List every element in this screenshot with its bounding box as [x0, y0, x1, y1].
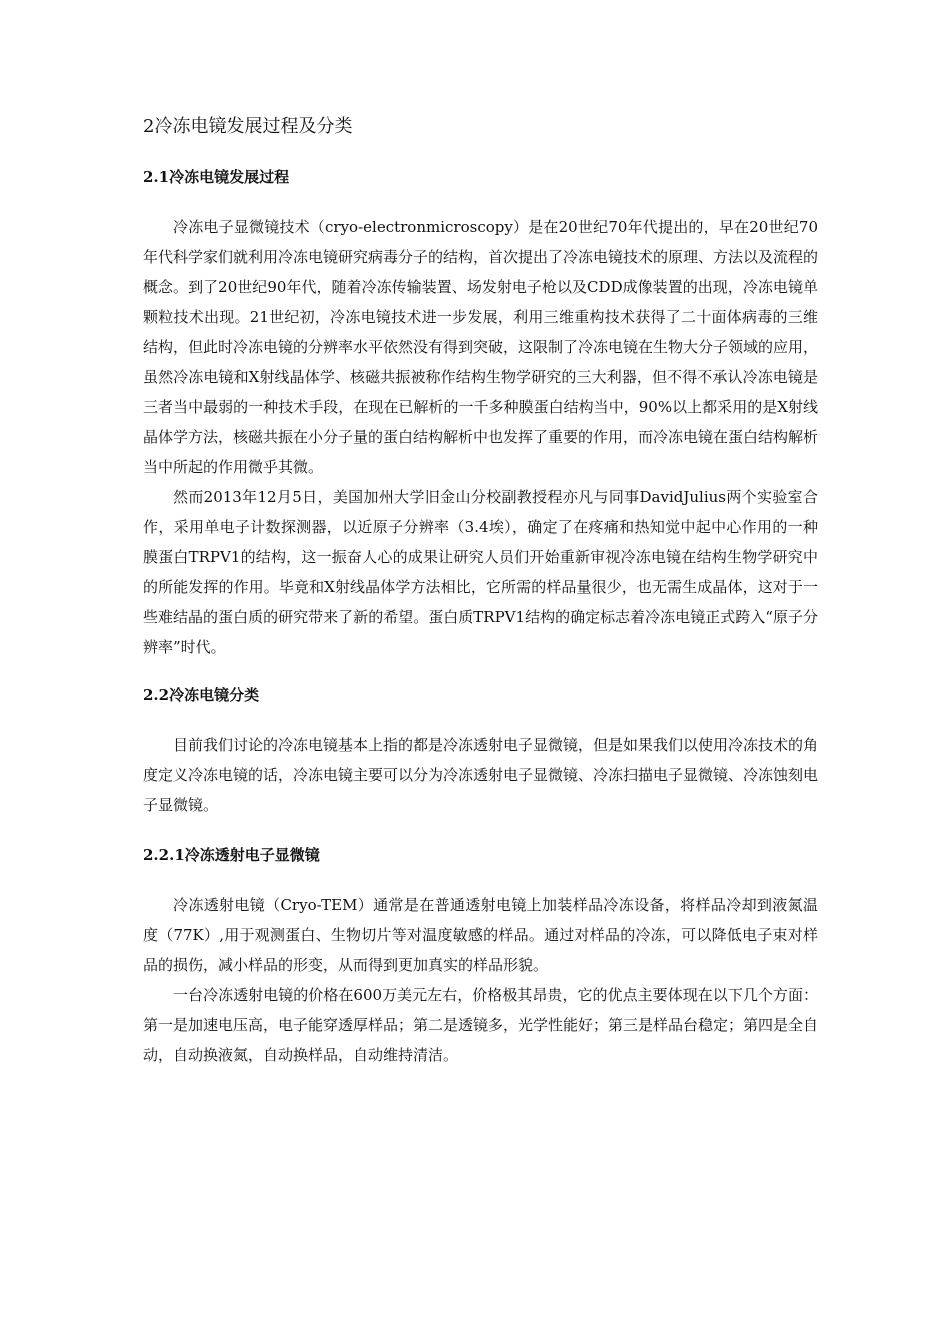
paragraph-2-2-1-a: 冷冻透射电镜（Cryo-TEM）通常是在普通透射电镜上加装样品冷冻设备，将样品冷却到液氮温度（77K）,用于观测蛋白、生物切片等对温度敏感的样品。通过对样品的冷冻，可以降低电子束对样品的损伤，减小样品的形变，从而得到更加真实的样品形貌。: [143, 896, 818, 974]
document-body: [143, 113, 818, 1070]
section-title: 2冷冻电镜发展过程及分类: [143, 116, 353, 137]
subsection-heading-2-2: 2.2冷冻电镜分类: [143, 686, 260, 704]
paragraph-2-1-a: 冷冻电子显微镜技术（cryo-electronmicroscopy）是在20世纪70年代提出的，早在20世纪70年代科学家们就利用冷冻电镜研究病毒分子的结构，首次提出了冷冻电镜技术的原理、方法以及流程的概念。到了20世纪90年代，随着冷冻传输装置、场发射电子枪以及CDD成像装置的出现，冷冻电镜单颗粒技术出现。21世纪初，冷冻电镜技术进一步发展，利用三维重构技术获得了二十面体病毒的三维结构，但此时冷冻电镜的分辨率水平依然没有得到突破，这限制了冷冻电镜在生物大分子领域的应用，虽然冷冻电镜和X射线晶体学、核磁共振被称作结构生物学研究的三大利器，但不得不承认冷冻电镜是三者当中最弱的一种技术手段，在现在已解析的一千多种膜蛋白结构当中，90%以上都采用的是X射线晶体学方法，核磁共振在小分子量的蛋白结构解析中也发挥了重要的作用，而冷冻电镜在蛋白结构解析当中所起的作用微乎其微。: [143, 218, 819, 476]
subsection-heading-2-1: 2.1冷冻电镜发展过程: [143, 168, 290, 186]
paragraph-2-1-b: 然而2013年12月5日，美国加州大学旧金山分校副教授程亦凡与同事DavidJulius两个实验室合作，采用单电子计数探测器，以近原子分辨率（3.4埃），确定了在疼痛和热知觉中起中心作用的一种膜蛋白TRPV1的结构，这一振奋人心的成果让研究人员们开始重新审视冷冻电镜在结构生物学研究中的所能发挥的作用。毕竟和X射线晶体学方法相比，它所需的样品量很少，也无需生成晶体，这对于一些难结晶的蛋白质的研究带来了新的希望。蛋白质TRPV1结构的确定标志着冷冻电镜正式跨入“原子分辨率”时代。: [143, 488, 818, 656]
paragraph-2-2-1-b: 一台冷冻透射电镜的价格在600万美元左右，价格极其昂贵，它的优点主要体现在以下几个方面：第一是加速电压高，电子能穿透厚样品；第二是透镜多，光学性能好；第三是样品台稳定；第四是全自动，自动换液氮，自动换样品，自动维持清洁。: [143, 986, 819, 1064]
paragraph-2-2-a: 目前我们讨论的冷冻电镜基本上指的都是冷冻透射电子显微镜，但是如果我们以使用冷冻技术的角度定义冷冻电镜的话，冷冻电镜主要可以分为冷冻透射电子显微镜、冷冻扫描电子显微镜、冷冻蚀刻电子显微镜。: [143, 736, 819, 814]
subsection-heading-2-2-1: 2.2.1冷冻透射电子显微镜: [143, 846, 320, 864]
